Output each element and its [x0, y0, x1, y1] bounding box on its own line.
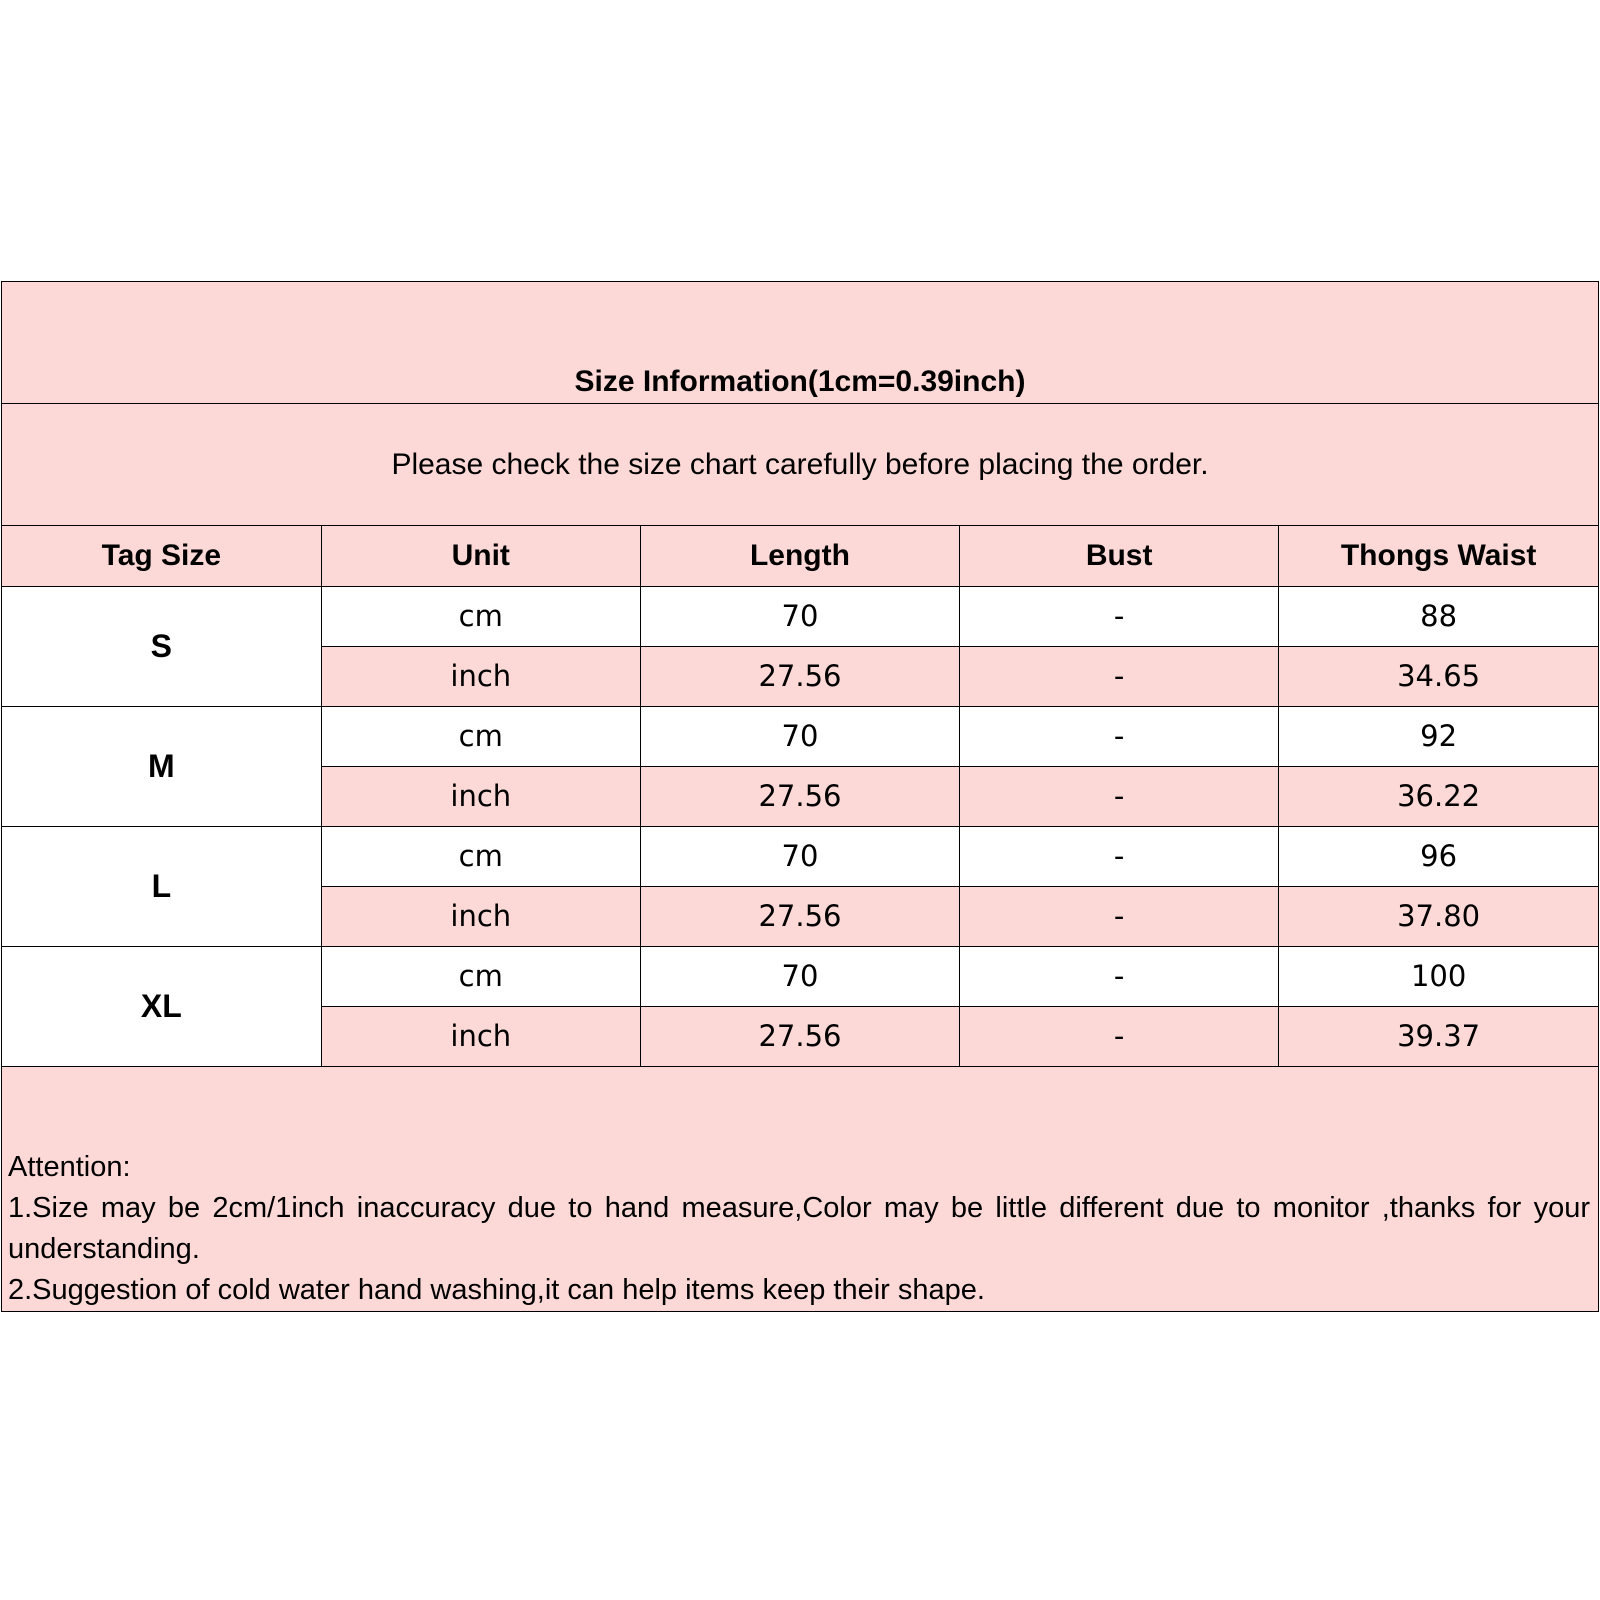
length-cell: 70: [640, 946, 959, 1006]
table-header-row: [2, 526, 1598, 586]
waist-cell: 96: [1279, 826, 1598, 886]
waist-cell: 100: [1279, 946, 1598, 1006]
unit-cell: cm: [321, 586, 640, 646]
length-cell: 70: [640, 586, 959, 646]
header-bust: Bust: [960, 526, 1279, 586]
length-cell: 70: [640, 706, 959, 766]
bust-cell: -: [960, 706, 1279, 766]
bust-cell: -: [960, 646, 1279, 706]
unit-cell: inch: [321, 766, 640, 826]
waist-cell: 88: [1279, 586, 1598, 646]
table-row: [2, 586, 1598, 646]
tag-size-cell: XL: [2, 946, 321, 1066]
bust-cell: -: [960, 586, 1279, 646]
check-size-note: Please check the size chart carefully before placing the order.: [2, 404, 1598, 526]
length-cell: 70: [640, 826, 959, 886]
bust-cell: -: [960, 826, 1279, 886]
size-table: [2, 526, 1598, 1067]
waist-cell: 92: [1279, 706, 1598, 766]
unit-cell: inch: [321, 646, 640, 706]
waist-cell: 34.65: [1279, 646, 1598, 706]
table-row: [2, 706, 1598, 766]
tag-size-cell: M: [2, 706, 321, 826]
waist-cell: 37.80: [1279, 886, 1598, 946]
length-cell: 27.56: [640, 646, 959, 706]
bust-cell: -: [960, 766, 1279, 826]
attention-notes: [2, 1067, 1598, 1311]
attention-heading: Attention:: [8, 1150, 131, 1183]
bust-cell: -: [960, 1006, 1279, 1066]
header-thongs-waist: Thongs Waist: [1279, 526, 1598, 586]
unit-cell: inch: [321, 886, 640, 946]
waist-cell: 39.37: [1279, 1006, 1598, 1066]
unit-cell: cm: [321, 706, 640, 766]
unit-cell: cm: [321, 826, 640, 886]
header-length: Length: [640, 526, 959, 586]
size-chart: [1, 281, 1599, 1312]
header-unit: Unit: [321, 526, 640, 586]
unit-cell: cm: [321, 946, 640, 1006]
tag-size-cell: S: [2, 586, 321, 706]
length-cell: 27.56: [640, 1006, 959, 1066]
attention-line-1: 1.Size may be 2cm/1inch inaccuracy due to hand measure,Color may be little different due to monitor ,thanks for your understanding.: [8, 1191, 1590, 1265]
unit-cell: inch: [321, 1006, 640, 1066]
bust-cell: -: [960, 946, 1279, 1006]
waist-cell: 36.22: [1279, 766, 1598, 826]
table-row: [2, 826, 1598, 886]
table-row: [2, 946, 1598, 1006]
tag-size-cell: L: [2, 826, 321, 946]
attention-line-2: 2.Suggestion of cold water hand washing,it can help items keep their shape.: [8, 1273, 985, 1306]
bust-cell: -: [960, 886, 1279, 946]
chart-title: Size Information(1cm=0.39inch): [2, 282, 1598, 404]
length-cell: 27.56: [640, 766, 959, 826]
length-cell: 27.56: [640, 886, 959, 946]
header-tag-size: Tag Size: [2, 526, 321, 586]
